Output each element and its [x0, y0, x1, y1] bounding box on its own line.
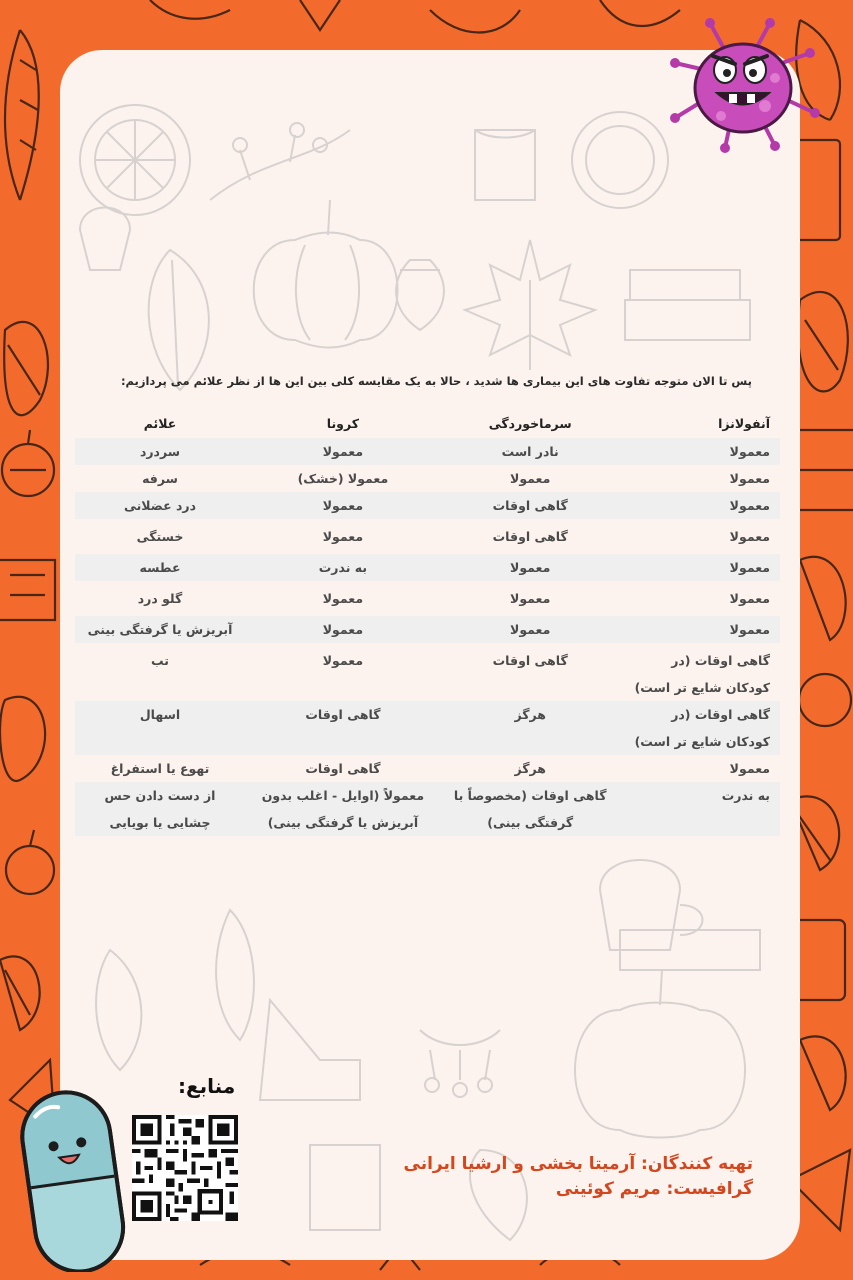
- cell-cold: گاهی اوقات: [492, 653, 568, 668]
- cell-symptom: عطسه: [75, 554, 245, 581]
- intro-text: پس تا الان متوجه تفاوت های این بیماری ها شدید ، حالا به یک مقایسه کلی بین این ها از نظر علائم می پردازیم:: [120, 374, 752, 388]
- cell-influenza: معمولا: [729, 761, 770, 776]
- cell-symptom: خستگی: [136, 529, 184, 544]
- cell-influenza: به ندرت: [620, 782, 780, 836]
- header-influenza: آنفولانزا: [718, 415, 770, 431]
- header-corona: کرونا: [326, 415, 359, 431]
- cell-corona: به ندرت: [245, 554, 441, 581]
- cell-cold: گاهی اوقات: [441, 492, 620, 519]
- table-row: [75, 523, 780, 550]
- header-cold: سرماخوردگی: [488, 415, 572, 431]
- cell-influenza: معمولا: [620, 616, 780, 643]
- cell-influenza: معمولا: [620, 438, 780, 465]
- cell-influenza: گاهی اوقات (در کودکان شایع تر است): [634, 653, 770, 695]
- cell-corona: معمولا: [245, 438, 441, 465]
- cell-corona: معمولا: [245, 616, 441, 643]
- cell-corona: معمولا (خشک): [297, 471, 389, 486]
- cell-corona: معمولا: [322, 591, 364, 606]
- table-row: [75, 616, 780, 643]
- cell-cold: گاهی اوقات (مخصوصاً با گرفتگی بینی): [441, 782, 620, 836]
- table-row: [75, 782, 780, 836]
- symptom-comparison-table: [75, 408, 780, 836]
- cell-corona: معمولاً (اوایل - اغلب بدون آبریزش یا گرفتگی بینی): [245, 782, 441, 836]
- cell-symptom: تهوع یا استفراغ: [110, 761, 210, 776]
- cell-symptom: درد عضلانی: [75, 492, 245, 519]
- cell-cold: نادر است: [441, 438, 620, 465]
- table-row: [75, 438, 780, 465]
- cell-influenza: معمولا: [729, 529, 770, 544]
- header-symptoms: علائم: [143, 415, 177, 431]
- cell-symptom: تب: [151, 653, 169, 668]
- cell-cold: معمولا: [441, 616, 620, 643]
- cell-symptom: اسهال: [75, 701, 245, 755]
- cell-symptom: از دست دادن حس چشایی یا بویایی: [75, 782, 245, 836]
- cell-influenza: معمولا: [620, 554, 780, 581]
- cell-cold: هرگز: [441, 701, 620, 755]
- content-card: [60, 50, 800, 1260]
- graphic-designer-credit: گرافیست: مریم کوئینی: [555, 1179, 753, 1199]
- cell-influenza: معمولا: [620, 492, 780, 519]
- cell-cold: معمولا: [510, 471, 551, 486]
- cell-symptom: سرفه: [142, 471, 178, 486]
- qr-code-icon[interactable]: [132, 1115, 238, 1221]
- table-row: [75, 755, 780, 782]
- cell-cold: معمولا: [510, 591, 551, 606]
- pill-mascot-icon: [16, 1082, 128, 1272]
- cell-corona: معمولا: [322, 653, 364, 668]
- table-header-row: [75, 408, 780, 438]
- credits: [333, 1152, 753, 1202]
- virus-mascot-icon: [655, 18, 825, 153]
- table-row: [75, 465, 780, 492]
- cell-cold: هرگز: [514, 761, 546, 776]
- sources-heading: منابع:: [178, 1074, 236, 1098]
- cell-corona: گاهی اوقات: [305, 761, 381, 776]
- table-row: [75, 647, 780, 701]
- cell-symptom: سردرد: [75, 438, 245, 465]
- table-row: [75, 701, 780, 755]
- cell-symptom: آبریزش یا گرفتگی بینی: [75, 616, 245, 643]
- cell-corona: معمولا: [245, 492, 441, 519]
- cell-influenza: گاهی اوقات (در کودکان شایع تر است): [620, 701, 780, 755]
- cell-cold: معمولا: [441, 554, 620, 581]
- table-row: [75, 554, 780, 581]
- cell-influenza: معمولا: [729, 471, 770, 486]
- cell-corona: گاهی اوقات: [245, 701, 441, 755]
- cell-influenza: معمولا: [729, 591, 770, 606]
- cell-cold: گاهی اوقات: [492, 529, 568, 544]
- table-row: [75, 492, 780, 519]
- table-row: [75, 585, 780, 612]
- authors-credit: تهیه کنندگان: آرمیتا بخشی و ارشیا ایرانی: [403, 1154, 753, 1174]
- cell-corona: معمولا: [322, 529, 364, 544]
- cell-symptom: گلو درد: [137, 591, 183, 606]
